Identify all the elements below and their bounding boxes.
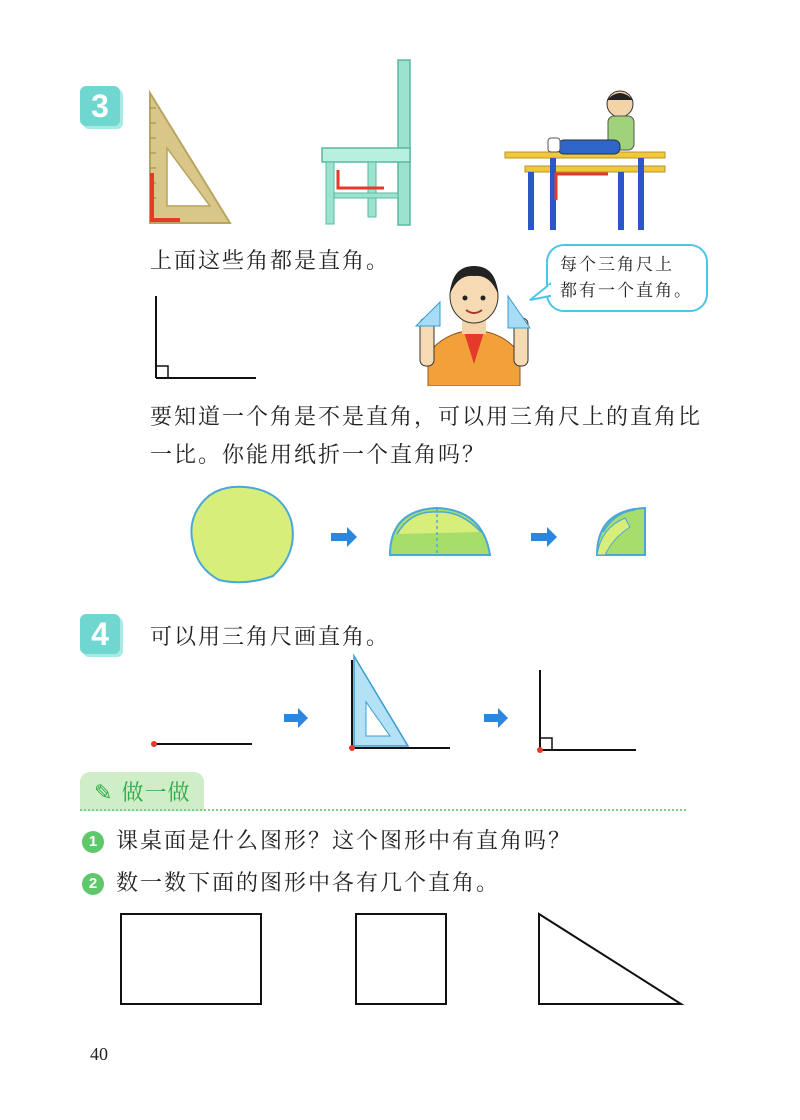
arrow-right-icon (284, 708, 308, 728)
right-angle-diagram (150, 292, 260, 384)
paragraph-line-2: 一比。你能用纸折一个直角吗？ (150, 443, 487, 468)
statement-draw-right-angle: 可以用三角尺画直角。 (150, 625, 391, 650)
practice-title: 做一做 (121, 781, 191, 806)
statement-right-angles: 上面这些角都是直角。 (150, 249, 391, 274)
question-number-1: 1 (82, 831, 104, 853)
rectangle-shape (121, 914, 261, 1004)
boy-holding-set-squares (410, 258, 538, 386)
page-number: 40 (90, 1044, 108, 1064)
paper-folding-diagram (185, 482, 655, 588)
pencil-icon: ✎ (94, 781, 114, 806)
right-triangle-shape (539, 914, 681, 1004)
question-number-2: 2 (82, 873, 104, 895)
exercise-number-4: 4 (80, 614, 120, 654)
paragraph-line-1: 要知道一个角是不是直角，可以用三角尺上的直角比 (150, 405, 703, 430)
bubble-line-1: 每个三角尺上 (560, 255, 674, 275)
arrow-right-icon (531, 527, 557, 547)
bubble-tail (528, 282, 552, 302)
arrow-right-icon (484, 708, 508, 728)
arrow-right-icon (331, 527, 357, 547)
exercise-number-3: 3 (80, 86, 120, 126)
paper-round-shape (191, 487, 292, 583)
chair-illustration (318, 58, 418, 228)
question-2-text: 数一数下面的图形中各有几个直角。 (116, 871, 501, 896)
square-shape (356, 914, 446, 1004)
parallel-bars-boy-illustration (500, 86, 670, 231)
question-1-text: 课桌面是什么图形？这个图形中有直角吗？ (116, 829, 573, 854)
bubble-line-2: 都有一个直角。 (560, 281, 693, 301)
speech-bubble (546, 244, 708, 312)
section-divider (80, 809, 686, 811)
practice-tab (80, 772, 204, 811)
set-square-illustration (145, 88, 235, 228)
drawing-steps-diagram (146, 652, 646, 756)
shapes-diagram (115, 908, 695, 1012)
start-point (151, 741, 157, 747)
